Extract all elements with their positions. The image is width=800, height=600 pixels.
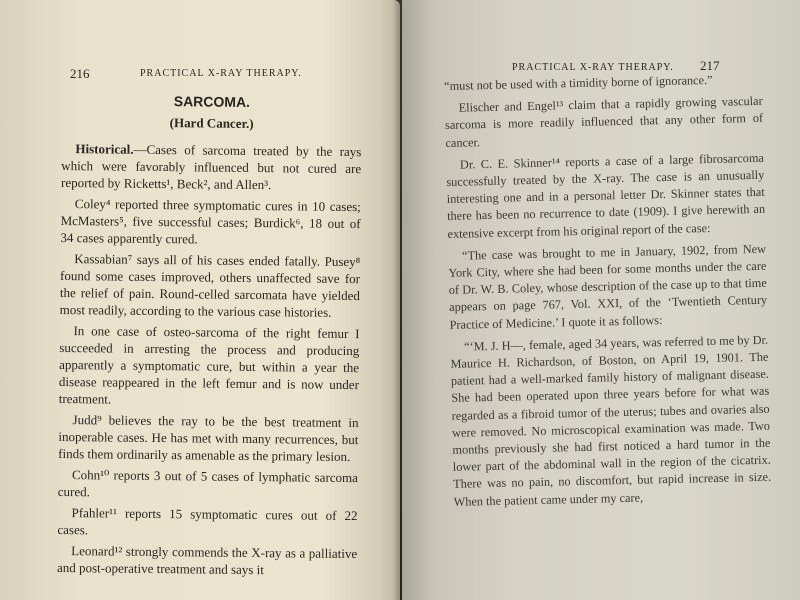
page-number-left: 216 xyxy=(70,66,90,81)
paragraph: Dr. C. E. Skinner¹⁴ reports a case of a large fibrosarcoma successfully treated by the X-ray. The case is an unusually interesting one and in a personal letter Dr. Skinner states that there has been no recurrence to date (1909). I give herewith an extensive excerpt from his original report of the case: xyxy=(446,150,766,241)
left-text-column xyxy=(57,92,362,583)
paragraph: “must not be used with a timidity borne of ignorance.” xyxy=(444,72,713,93)
paragraph: Historical.—Cases of sarcoma treated by the rays which were favorably influenced but not cured are reported by Ricketts¹, Beck², and Allen³. xyxy=(60,141,362,193)
running-head-right: PRACTICAL X-RAY THERAPY. xyxy=(512,62,674,73)
running-head-left: PRACTICAL X-RAY THERAPY. xyxy=(140,68,302,79)
paragraph: Coley⁴ reported three symptomatic cures in 10 cases; McMasters⁵, five successful cases; Burdick⁶, 18 out of 34 cases apparently cured. xyxy=(60,196,361,247)
paragraph: Pfahler¹¹ reports 15 symptomatic cures out of 22 cases. xyxy=(57,505,358,538)
paragraph: “‘M. J. H—, female, aged 34 years, was referred to me by Dr. Maurice H. Richardson, of Boston, on April 19, 1901. The patient had a well-marked family history of malignant disease. She had been operated upon three years before for what was regarded as a fibroid tumor of the uterus; tubes and ovaries also were removed. No microscopical examination was made. Two months previously she had first noticed a hard tumor in the lower part of the abdominal wall in the region of the cicatrix. There was no pain, no discomfort, but rapid increase in size. When the patient came under my care, xyxy=(450,332,772,509)
paragraph: Cohn¹⁰ reports 3 out of 5 cases of lymphatic sarcoma cured. xyxy=(57,467,359,500)
paragraph: Judd⁹ believes the ray to be the best treatment in inoperable cases. He has met with many recurrences, but finds them ordinarily as amenable as the primary lesion. xyxy=(58,412,359,465)
page-number-right: 217 xyxy=(700,58,720,73)
paragraph: Kassabian⁷ says all of his cases ended fatally. Pusey⁸ found some cases improved, others unaffected save for the relief of pain. Round-celled sarcomata have yielded most readily, according to the various case histories. xyxy=(59,251,361,320)
chapter-subtitle: (Hard Cancer.) xyxy=(169,115,254,132)
paragraph: “The case was brought to me in January, 1902, from New York City, where she had been for some months under the care of Dr. W. B. Coley, whose description of the case up to that time appears on page 767, Vol. XXI, of the ‘Twentieth Century Practice of Medicine.’ I quote it as follows: xyxy=(448,241,768,332)
chapter-title: SARCOMA. xyxy=(173,93,251,110)
right-page xyxy=(402,0,800,600)
historical-label: Historical. xyxy=(75,141,134,157)
paragraph: Leonard¹² strongly commends the X-ray as a palliative and post-operative treatment and says it xyxy=(56,543,358,578)
paragraph: In one case of osteo-sarcoma of the right femur I succeeded in arresting the process and producing apparently a symptomatic cure, but within a year the disease reappeared in the left femur and is now under treatment. xyxy=(58,323,360,407)
paragraph: Elischer and Engel¹³ claim that a rapidly growing vascular sarcoma is more readily influenced that any other form of cancer. xyxy=(444,93,764,150)
right-text-column xyxy=(444,71,772,516)
